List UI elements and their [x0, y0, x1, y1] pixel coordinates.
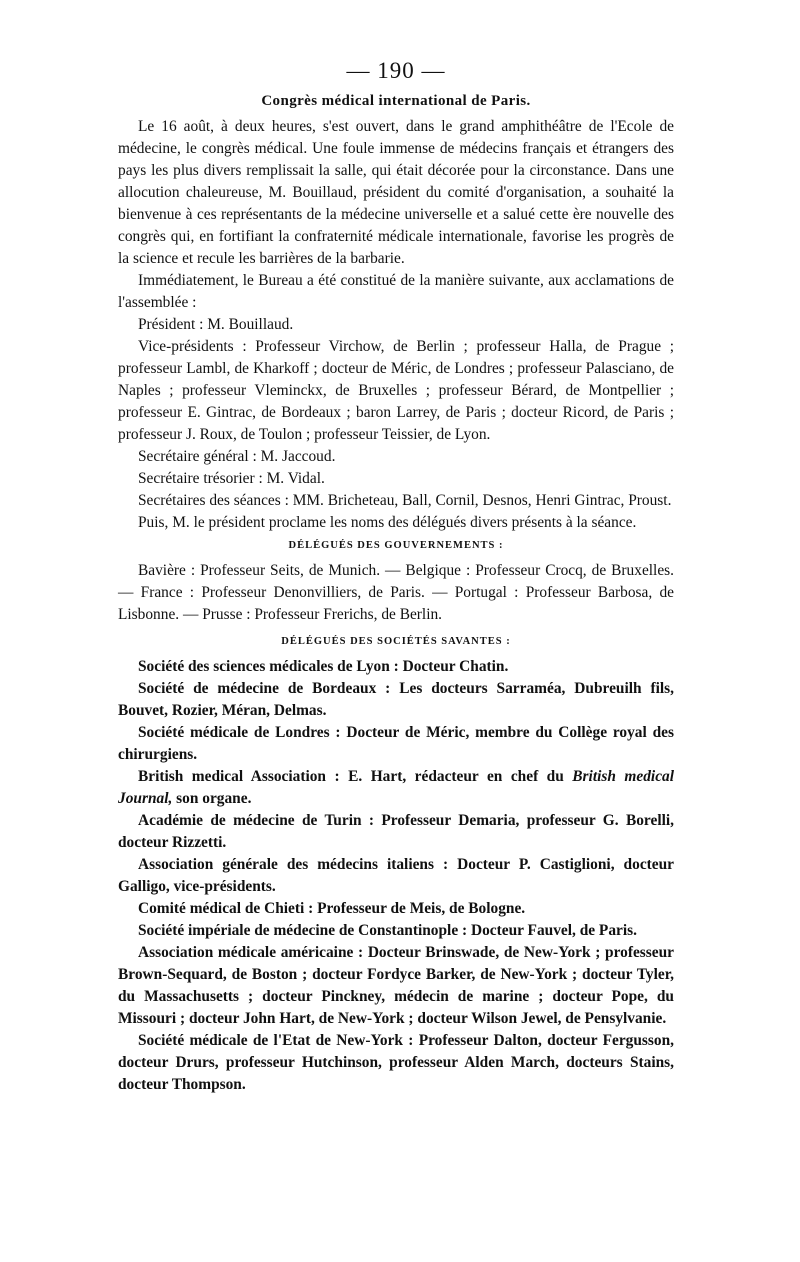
paragraph-society-chieti: Comité médical de Chieti : Professeur de Meis, de Bologne.: [138, 900, 526, 917]
paragraph-society-american: Association médicale américaine : Docteur Brinswade, de New-York ; professeur Brown-Sequard, de Boston ; docteur Fordyce Barker, de New-York ; docteur Tyler, du Massachusetts ; docteur Pinckney, médecin de marine ; docteur Pope, du Missouri ; docteur John Hart, de New-York ; docteur Wilson Jewel, de Pensylvanie.: [118, 944, 674, 1027]
paragraph-president: Président : M. Bouillaud.: [138, 316, 294, 333]
bma-text-after: son organe.: [172, 790, 252, 807]
paragraph-society-turin: Académie de médecine de Turin : Professeur Demaria, professeur G. Borelli, docteur Rizzetti.: [118, 812, 674, 851]
paragraph-society-london: Société médicale de Londres : Docteur de Méric, membre du Collège royal des chirurgiens.: [118, 724, 674, 763]
paragraph-secretary-general: Secrétaire général : M. Jaccoud.: [138, 448, 336, 465]
heading-society-delegates: DÉLÉGUÉS DES SOCIÉTÉS SAVANTES :: [281, 636, 511, 647]
paragraph-society-constantinople: Société impériale de médecine de Constantinople : Docteur Fauvel, de Paris.: [138, 922, 637, 939]
paragraph-government-delegates: Bavière : Professeur Seits, de Munich. — Belgique : Professeur Crocq, de Bruxelles. — France : Professeur Denonvilliers, de Paris. — Portugal : Professeur Barbosa, de Lisbonne. — Prusse : Professeur Frerichs, de Berlin.: [118, 562, 674, 623]
paragraph-society-bordeaux: Société de médecine de Bordeaux : Les docteurs Sarraméa, Dubreuilh fils, Bouvet, Rozier, Méran, Delmas.: [118, 680, 674, 719]
heading-government-delegates: DÉLÉGUÉS DES GOUVERNEMENTS :: [288, 540, 504, 551]
paragraph-vice-presidents: Vice-présidents : Professeur Virchow, de Berlin ; professeur Halla, de Prague ; professeur Lambl, de Kharkoff ; docteur de Méric, de Londres ; professeur Palasciano, de Naples ; professeur Vleminckx, de Bruxelles ; professeur Bérard, de Montpellier ; professeur E. Gintrac, de Bordeaux ; baron Larrey, de Paris ; docteur Ricord, de Paris ; professeur J. Roux, de Toulon ; professeur Teissier, de Lyon.: [118, 338, 674, 443]
paragraph-opening: Le 16 août, à deux heures, s'est ouvert, dans le grand amphithéâtre de l'Ecole de médecine, le congrès médical. Une foule immense de médecins français et étrangers des pays les plus divers remplissait la salle, qui était décorée pour la circonstance. Dans une allocution chaleureuse, M. Bouillaud, président du comité d'organisation, a souhaité la bienvenue à ces représentants de la médecine universelle et a salué cette ère nouvelle des congrès qui, en fortifiant la confraternité médicale internationale, favorise les progrès de la science et recule les barrières de la barbarie.: [118, 118, 674, 267]
paragraph-society-italian: Association générale des médecins italiens : Docteur P. Castiglioni, docteur Galligo, vice-présidents.: [118, 856, 674, 895]
paragraph-treasurer: Secrétaire trésorier : M. Vidal.: [138, 470, 325, 487]
paragraph-session-secretaries: Secrétaires des séances : MM. Bricheteau, Ball, Cornil, Desnos, Henri Gintrac, Proust.: [138, 492, 672, 509]
bma-text-before: British medical Association : E. Hart, rédacteur en chef du: [138, 768, 573, 785]
document-page: [118, 56, 674, 1096]
societies-section: [118, 656, 674, 1096]
paragraph-society-new-york: Société médicale de l'Etat de New-York : Professeur Dalton, docteur Fergusson, docteur Drurs, professeur Hutchinson, professeur Alden March, docteurs Stains, docteur Thompson.: [118, 1032, 674, 1093]
intro-section: [118, 116, 674, 534]
bma-journal-title: British medical Journal,: [118, 768, 674, 807]
paragraph-society-lyon: Société des sciences médicales de Lyon : Docteur Chatin.: [138, 658, 509, 675]
paragraph-bureau: Immédiatement, le Bureau a été constitué de la manière suivante, aux acclamations de l'assemblée :: [118, 272, 674, 311]
paragraph-proclamation: Puis, M. le président proclame les noms des délégués divers présents à la séance.: [138, 514, 637, 531]
page-number: — 190 —: [346, 58, 446, 83]
article-title: Congrès médical international de Paris.: [261, 93, 531, 109]
paragraph-society-bma: [118, 766, 674, 810]
